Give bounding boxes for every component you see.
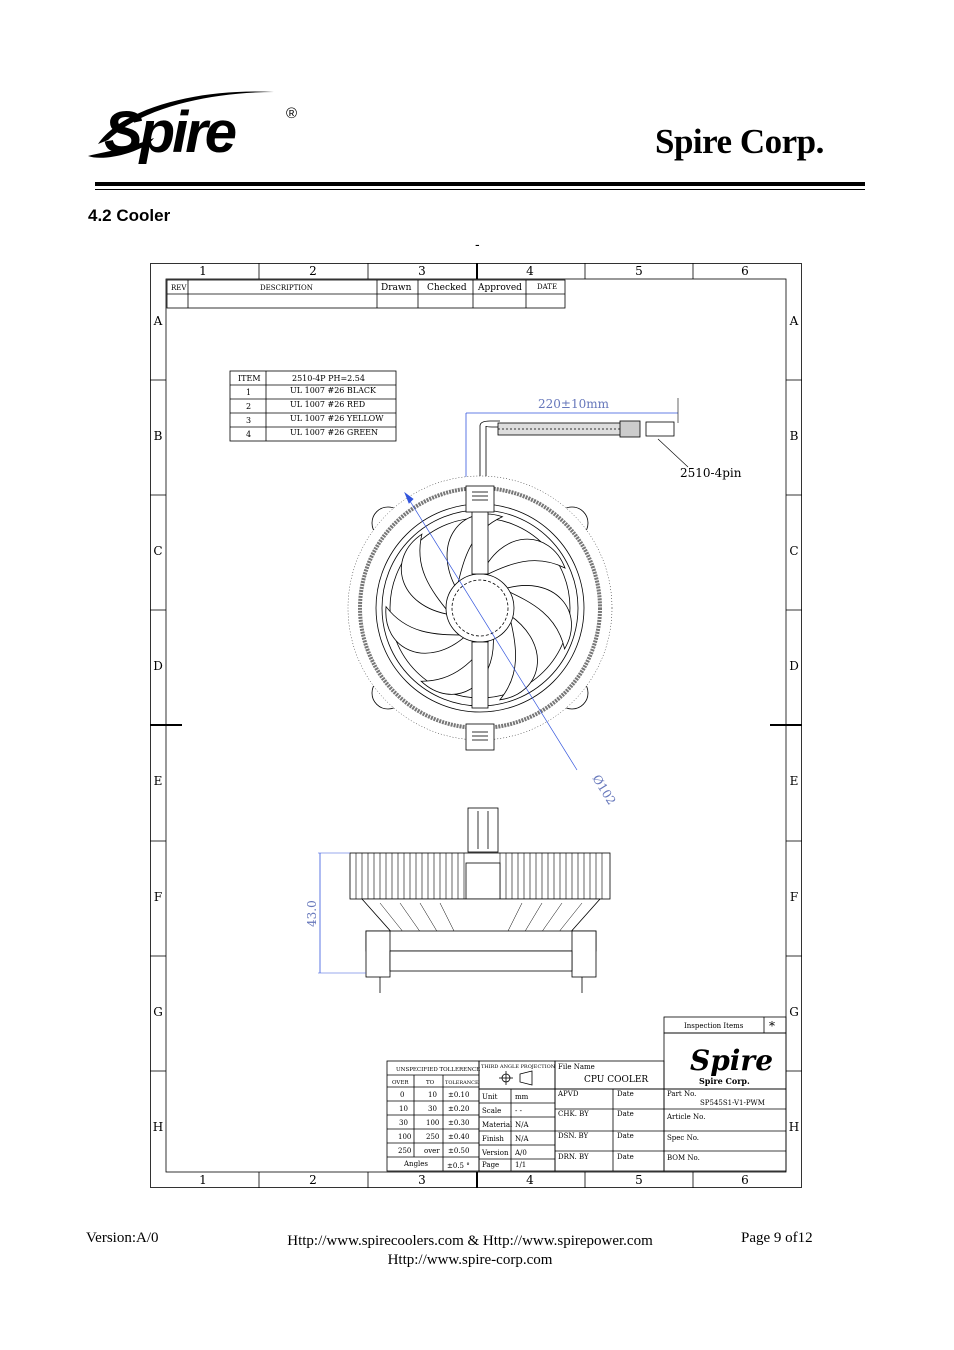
angles-label: Angles xyxy=(404,1160,429,1168)
info-value: A/0 xyxy=(515,1149,527,1157)
info-key: Version xyxy=(482,1149,509,1157)
tol-header: TO xyxy=(426,1080,435,1086)
bom-no-label: BOM No. xyxy=(667,1154,700,1162)
info-key: Scale xyxy=(482,1107,502,1115)
tol-value: ±0.40 xyxy=(448,1133,470,1141)
asterisk: * xyxy=(769,1019,775,1033)
cooler-top-view xyxy=(348,476,619,807)
info-key: Page xyxy=(482,1161,500,1169)
wire-spec: UL 1007 #26 BLACK xyxy=(290,386,376,395)
col-label: 2 xyxy=(309,1173,317,1187)
file-name: CPU COOLER xyxy=(584,1075,649,1085)
date-label: Date xyxy=(617,1090,634,1098)
wire-item: 4 xyxy=(246,430,252,439)
info-value: - - xyxy=(515,1107,522,1115)
part-no-label: Part No. xyxy=(667,1090,697,1098)
row-label: G xyxy=(153,1005,163,1019)
spire-logo xyxy=(84,86,304,178)
col-label: 3 xyxy=(418,264,426,278)
tol-over: 0 xyxy=(400,1091,405,1099)
info-key: Unit xyxy=(482,1093,498,1101)
apvd-label: APVD xyxy=(558,1090,579,1098)
col-label: 4 xyxy=(526,1173,534,1187)
rev-header: REV xyxy=(171,284,187,292)
wire-item: 2 xyxy=(246,402,252,411)
approved-header: Approved xyxy=(478,283,522,293)
col-label: 3 xyxy=(418,1173,426,1187)
wire-item: 3 xyxy=(246,416,252,425)
technical-drawing xyxy=(150,263,802,1188)
tol-header: OVER xyxy=(392,1080,409,1086)
info-value: 1/1 xyxy=(515,1161,527,1169)
tol-over: 100 xyxy=(398,1133,412,1141)
cable-length-label: 220±10mm xyxy=(538,397,609,411)
wire-spec: UL 1007 #26 GREEN xyxy=(290,428,379,437)
wire-table-header-item: ITEM xyxy=(238,374,261,383)
checked-header: Checked xyxy=(427,283,467,293)
col-label: 5 xyxy=(635,1173,643,1187)
row-label: B xyxy=(153,429,163,443)
row-label: H xyxy=(788,1120,800,1134)
row-label: D xyxy=(789,659,799,673)
row-label: E xyxy=(789,774,799,788)
date-header: DATE xyxy=(537,283,558,291)
wire-table-header-spec: 2510-4P PH=2.54 xyxy=(292,374,365,383)
tol-value: ±0.30 xyxy=(448,1119,470,1127)
row-label: A xyxy=(789,314,799,328)
wire-item: 1 xyxy=(246,388,252,397)
section-title: 4.2 Cooler xyxy=(88,206,171,225)
col-label: 1 xyxy=(199,264,207,278)
tol-over: 10 xyxy=(399,1105,408,1113)
col-label: 4 xyxy=(526,264,534,278)
info-key: Finish xyxy=(482,1135,504,1143)
page-number: Page 9 of12 xyxy=(741,1230,813,1246)
logo-wordmark: Spire xyxy=(104,100,235,165)
company-name: Spire Corp. xyxy=(655,122,824,161)
tol-to: over xyxy=(424,1147,440,1155)
inspection-items: Inspection Items xyxy=(684,1022,744,1030)
row-label: F xyxy=(153,890,163,904)
height-label: 43.0 xyxy=(305,900,319,927)
tol-to: 10 xyxy=(428,1091,437,1099)
part-no: SP545S1-V1-PWM xyxy=(700,1099,765,1107)
row-label: E xyxy=(153,774,163,788)
article-no-label: Article No. xyxy=(667,1113,706,1121)
info-value: mm xyxy=(515,1093,529,1101)
angles-tolerance: ±0.5 ° xyxy=(447,1162,470,1170)
date-label: Date xyxy=(617,1153,634,1161)
version: Version:A/0 xyxy=(86,1230,159,1246)
title-logo-company: Spire Corp. xyxy=(699,1076,750,1086)
col-label: 5 xyxy=(635,264,643,278)
chk-label: CHK. BY xyxy=(558,1110,589,1118)
tol-value: ±0.20 xyxy=(448,1105,470,1113)
tol-over: 250 xyxy=(398,1147,412,1155)
row-label: G xyxy=(789,1005,799,1019)
wire-spec: UL 1007 #26 RED xyxy=(290,400,366,409)
registered-mark: ® xyxy=(286,105,298,122)
row-label: H xyxy=(152,1120,164,1134)
wire-spec: UL 1007 #26 YELLOW xyxy=(290,414,384,423)
revision-block xyxy=(167,280,565,308)
title-logo: Spire xyxy=(690,1044,774,1077)
tolerance-title: UNSPECIFIED TOLLERENCE xyxy=(396,1067,481,1073)
drawn-header: Drawn xyxy=(381,283,412,293)
projection-label: THIRD ANGLE PROJECTION xyxy=(481,1064,556,1070)
spec-no-label: Spec No. xyxy=(667,1134,700,1142)
wire-table xyxy=(230,371,396,441)
row-label: D xyxy=(153,659,163,673)
tol-to: 250 xyxy=(426,1133,440,1141)
description-header: DESCRIPTION xyxy=(260,284,313,292)
col-label: 6 xyxy=(741,264,749,278)
col-label: 6 xyxy=(741,1173,749,1187)
col-label: 1 xyxy=(199,1173,207,1187)
stray-dash: - xyxy=(475,236,480,252)
tol-header: TOLERANCE xyxy=(445,1080,479,1086)
header-rule-thin xyxy=(95,189,865,190)
dsn-label: DSN. BY xyxy=(558,1132,589,1140)
row-label: C xyxy=(153,544,163,558)
tol-to: 100 xyxy=(426,1119,440,1127)
title-block xyxy=(387,1017,786,1171)
row-label: B xyxy=(789,429,799,443)
info-key: Material xyxy=(482,1121,513,1129)
file-name-label: File Name xyxy=(558,1063,595,1071)
info-value: N/A xyxy=(515,1121,529,1129)
date-label: Date xyxy=(617,1110,634,1118)
cooler-side-view xyxy=(305,808,610,993)
footer-url-line: Http://www.spirecoolers.com & Http://www.spirepower.com xyxy=(287,1233,653,1249)
row-label: C xyxy=(789,544,799,558)
row-label: A xyxy=(153,314,163,328)
row-label: F xyxy=(789,890,799,904)
diameter-label: Ø102 xyxy=(589,772,619,808)
drn-label: DRN. BY xyxy=(558,1153,589,1161)
col-label: 2 xyxy=(309,264,317,278)
header-rule xyxy=(95,182,865,186)
tol-to: 30 xyxy=(428,1105,437,1113)
connector-label: 2510-4pin xyxy=(680,466,742,480)
tol-over: 30 xyxy=(399,1119,408,1127)
footer-url-line: Http://www.spire-corp.com xyxy=(387,1252,553,1268)
footer-urls xyxy=(200,1232,740,1270)
tol-value: ±0.50 xyxy=(448,1147,470,1155)
tol-value: ±0.10 xyxy=(448,1091,470,1099)
date-label: Date xyxy=(617,1132,634,1140)
info-value: N/A xyxy=(515,1135,529,1143)
